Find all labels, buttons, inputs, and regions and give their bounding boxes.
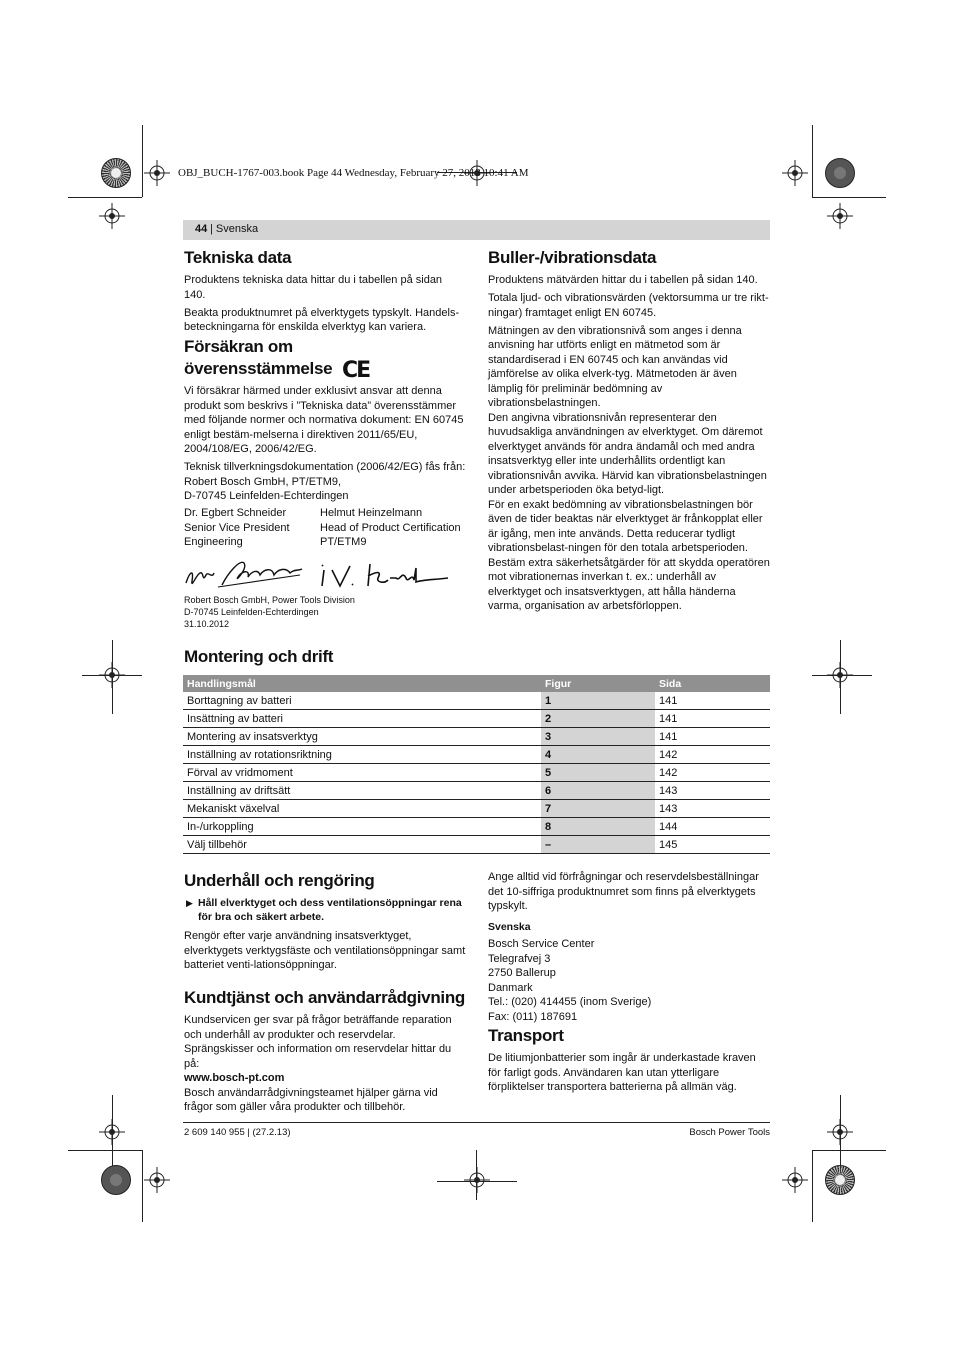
- registration-mark-icon: [99, 203, 125, 229]
- buller-text: Produktens mätvärden hittar du i tabellen på sidan 140. Totala ljud- och vibrationsvärden (vektorsumma ur tre rikt-ningar) framtaget enligt EN 60745. Mätningen av den vibrationsnivå som anges i denna anvisning har utförts enligt en mätmetod som är standardiserad i EN 60745 och kan användas vid jämförelse av olika elverk-tyg. Mätmetoden är även lämplig för preliminär bedömning av vibrationsbelastningen. Den angivna vibrationsnivån representerar den huvudsakliga användningen av elverktyget. Om däremot elverktyget används för andra ändamål och med andra insatsverktyg eller inte underhållits ordentligt kan vibrationsnivån avvika. Härvid kan vibrationsbelastningen under arbetsperioden öka betyd-ligt. För en exakt bedömning av vibrationsbelastningen bör även de tider beaktas när elverktyget är frånkopplat eller är igång, men inte används. Detta reducerar tydligt vibrationsbelast-ningen för den totala arbetsperioden. Bestäm extra säkerhetsåtgärder för att skydda operatören mot vibrationernas inverkan t. ex.: underhåll av elverktyget och insatsverktygen, att hålla händerna varma, organisation av arbetsförloppen.: [488, 274, 770, 612]
- registration-mark-icon: [827, 662, 853, 688]
- gray-dial-icon: [825, 158, 855, 188]
- table-row: Inställning av rotationsriktning 4 142: [183, 746, 770, 764]
- heading-underhall: Underhåll och rengöring: [184, 871, 375, 890]
- registration-mark-icon: [144, 1167, 170, 1193]
- page-number: 44: [195, 223, 208, 235]
- table-header-row: [183, 675, 770, 692]
- company-info: Robert Bosch GmbH, Power Tools Division D-70745 Leinfelden-Echterdingen 31.10.2012: [184, 595, 355, 629]
- registration-mark-icon: [99, 1119, 125, 1145]
- contact-text: Ange alltid vid förfrågningar och reservdelsbeställningar det 10-siffriga produktnumret som finns på elverktygets typskylt. Svenska Bosch Service Center Telegrafvej 3 2750 Ballerup Danmark Tel.: (020) 414455 (inom Sverige) Fax: (011) 187691: [488, 871, 759, 1023]
- tekniska-text: Produktens tekniska data hittar du i tabellen på sidan 140. Beakta produktnumret på elverktygets typskylt. Handels-beteckningarna för enskilda elverktyg kan variera.: [184, 274, 460, 333]
- signature-1-image: [182, 553, 306, 593]
- heading-kundtjanst: Kundtjänst och användarrådgivning: [184, 988, 466, 1007]
- heading-forsakran-line2: överensstämmelse: [184, 359, 333, 378]
- heading-montering: Montering och drift: [184, 647, 334, 666]
- heading-buller: Buller-/vibrationsdata: [488, 248, 657, 267]
- column-header: Sida: [655, 675, 770, 692]
- table-row: Inställning av driftsätt 6 143: [183, 782, 770, 800]
- registration-mark-icon: [144, 160, 170, 186]
- table-row: Borttagning av batteri 1 141: [183, 692, 770, 710]
- table-row: In-/urkoppling 8 144: [183, 818, 770, 836]
- transport-text: De litiumjonbatterier som ingår är underkastade kraven för farligt gods. Användaren kan utan ytterligare förpliktelser transportera batterierna på allmän väg.: [488, 1052, 756, 1093]
- signature-2-image: [318, 558, 452, 592]
- footer-rule: [183, 1122, 770, 1123]
- table-row: Förval av vridmoment 5 142: [183, 764, 770, 782]
- heading-transport: Transport: [488, 1026, 564, 1045]
- bullet-arrow-icon: ▶: [186, 898, 193, 908]
- gray-dial-icon: [101, 1165, 131, 1195]
- column-header: Figur: [541, 675, 655, 692]
- bosch-website-link[interactable]: www.bosch-pt.com: [184, 1072, 285, 1084]
- kundtjanst-text: Kundservicen ger svar på frågor beträffande reparation och underhåll av produkter och reservdelar. Sprängskisser och information om reservdelar hittar du på: www.bosch-pt.com Bosch användarrådgivningsteamet hjälper gärna vid frågor som gäller våra produkter och tillbehör.: [184, 1013, 466, 1115]
- footer-right: Bosch Power Tools: [689, 1127, 770, 1138]
- signatory-1: Dr. Egbert Schneider Senior Vice President Engineering: [184, 507, 290, 548]
- registration-mark-icon: [827, 1119, 853, 1145]
- table-row: Välj tillbehör – 145: [183, 836, 770, 854]
- underhall-bullet: ▶ Håll elverktyget och dess ventilationsöppningar rena för bra och säkert arbete.: [186, 897, 462, 923]
- ce-mark: CE: [342, 358, 370, 383]
- heading-tekniska-data: Tekniska data: [184, 248, 292, 267]
- forsakran-text: Vi försäkrar härmed under exklusivt ansvar att denna produkt som beskrivs i ”Tekniska data” överensstämmer med följande normer och normativa dokument: EN 60745 enligt bestäm-melserna i direktiven 2011/65/EU, 2004/108/EG, 2006/42/EG. Teknisk tillverkningsdokumentation (2006/42/EG) fås från: Robert Bosch GmbH, PT/ETM9, D-70745 Leinfelden-Echterdingen: [184, 385, 466, 502]
- table-row: Insättning av batteri 2 141: [183, 710, 770, 728]
- registration-mark-icon: [464, 1167, 490, 1193]
- signatory-2: Helmut Heinzelmann Head of Product Certification PT/ETM9: [320, 507, 461, 548]
- table-row: Mekaniskt växelval 7 143: [183, 800, 770, 818]
- underhall-text: ▶ Håll elverktyget och dess ventilationsöppningar rena för bra och säkert arbete. Rengör efter varje användning insatsverktyget, elverktygets verktygsfäste och ventilationsöppningar samt batteriet venti-lationsöppningar.: [184, 897, 466, 971]
- registration-mark-icon: [782, 1167, 808, 1193]
- print-slug: OBJ_BUCH-1767-003.book Page 44 Wednesday, February 27, 2013 10:41 AM: [178, 167, 529, 179]
- section-name: | Svenska: [210, 223, 259, 235]
- registration-mark-icon: [827, 203, 853, 229]
- color-dial-icon: [825, 1165, 855, 1195]
- registration-mark-icon: [99, 662, 125, 688]
- registration-mark-icon: [782, 160, 808, 186]
- color-dial-icon: [101, 158, 131, 188]
- footer-left: 2 609 140 955 | (27.2.13): [184, 1127, 291, 1138]
- table-row: Montering av insatsverktyg 3 141: [183, 728, 770, 746]
- heading-forsakran-line1: Försäkran om: [184, 337, 293, 356]
- operations-table: [183, 675, 770, 854]
- page-header: [183, 220, 770, 240]
- column-header: Handlingsmål: [183, 675, 541, 692]
